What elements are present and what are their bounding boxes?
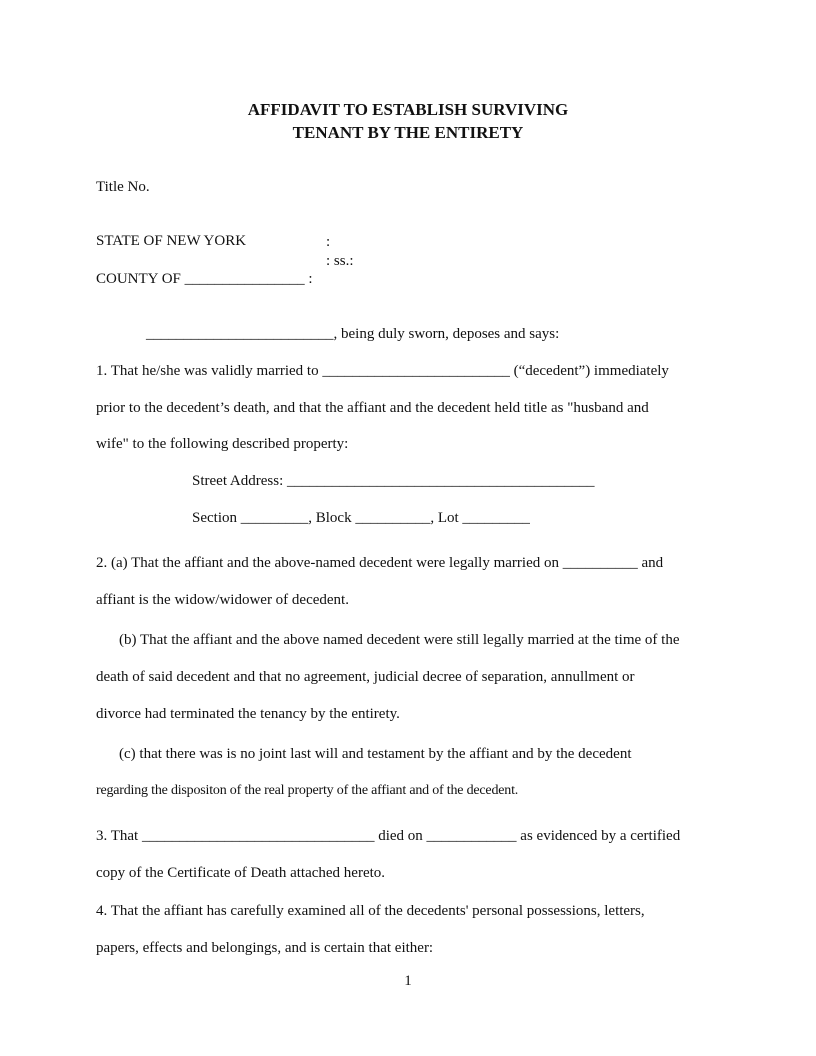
para2b-line2: death of said decedent and that no agreement, judicial decree of separation, annullment or	[96, 669, 635, 685]
para2a-line2: affiant is the widow/widower of decedent.	[96, 592, 349, 608]
para4-line2: papers, effects and belongings, and is certain that either:	[96, 940, 434, 956]
page-number: 1	[404, 973, 412, 989]
para3-line2: copy of the Certificate of Death attached hereto.	[96, 865, 386, 881]
venue-ss: : ss.:	[326, 253, 354, 269]
para2c-line2: regarding the dispositon of the real property of the affiant and of the decedent.	[96, 783, 519, 798]
venue-colon: :	[326, 234, 331, 250]
para1-line3: wife" to the following described property:	[96, 436, 349, 452]
para2b-line1: (b) That the affiant and the above named decedent were still legally married at the time of the	[119, 632, 680, 648]
para2a-line1: 2. (a) That the affiant and the above-named decedent were legally married on __________ and	[96, 555, 664, 571]
intro-statement: _________________________, being duly sworn, deposes and says:	[146, 326, 560, 342]
venue-state: STATE OF NEW YORK	[96, 233, 247, 249]
title-number: Title No.	[96, 179, 150, 195]
property-section-block-lot: Section _________, Block __________, Lot _________	[192, 510, 530, 526]
para3-line1: 3. That _______________________________ died on ____________ as evidenced by a certified	[96, 828, 681, 844]
para1-line2: prior to the decedent’s death, and that the affiant and the decedent held title as "husband and	[96, 400, 649, 416]
property-street-address: Street Address: _________________________________________	[192, 473, 595, 489]
para1-line1: 1. That he/she was validly married to _________________________ (“decedent”) immediately	[96, 363, 669, 379]
para4-line1: 4. That the affiant has carefully examined all of the decedents' personal possessions, letters,	[96, 903, 645, 919]
venue-county: COUNTY OF ________________ :	[96, 271, 313, 287]
title-line-2: TENANT BY THE ENTIRETY	[292, 123, 524, 142]
document-title	[0, 98, 816, 144]
title-line-1: AFFIDAVIT TO ESTABLISH SURVIVING	[247, 100, 569, 119]
para2b-line3: divorce had terminated the tenancy by the entirety.	[96, 706, 400, 722]
para2c-line1: (c) that there was is no joint last will and testament by the affiant and by the decedent	[119, 746, 632, 762]
